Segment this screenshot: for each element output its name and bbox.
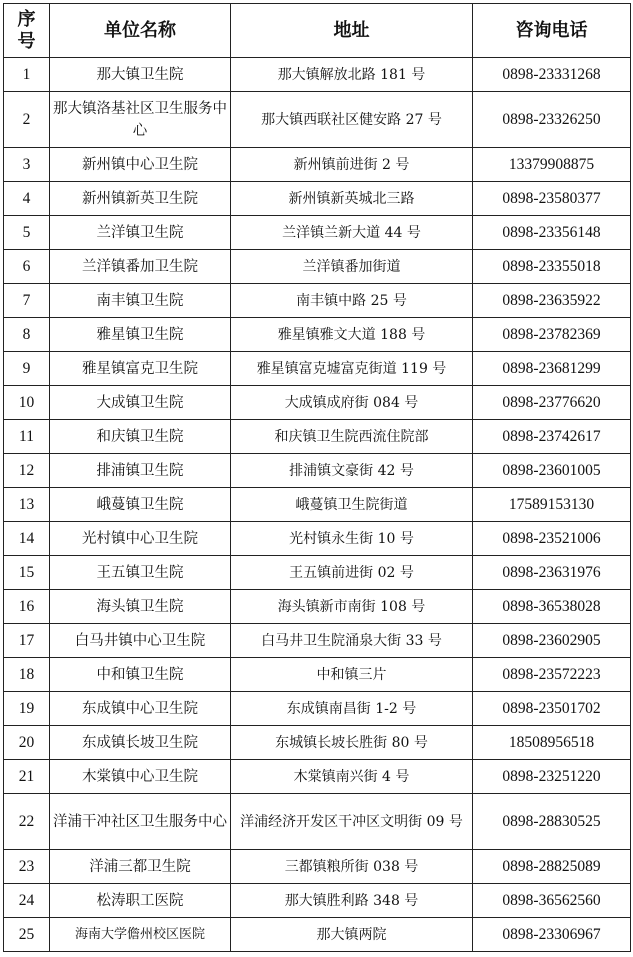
table-row: [4, 420, 631, 454]
cell-phone: 0898-23681299: [473, 352, 631, 386]
cell-name: 松涛职工医院: [50, 884, 231, 918]
cell-name: 兰洋镇卫生院: [50, 216, 231, 250]
table-row: [4, 250, 631, 284]
cell-phone: 0898-23306967: [473, 918, 631, 952]
cell-address: 那大镇解放北路 181 号: [231, 58, 473, 92]
cell-phone: 0898-28825089: [473, 850, 631, 884]
cell-phone: 0898-23356148: [473, 216, 631, 250]
table-row: [4, 318, 631, 352]
cell-address: 峨蔓镇卫生院街道: [231, 488, 473, 522]
cell-address: 兰洋镇兰新大道 44 号: [231, 216, 473, 250]
header-phone: 咨询电话: [473, 4, 631, 58]
cell-address: 三都镇粮所街 038 号: [231, 850, 473, 884]
table-row: [4, 726, 631, 760]
cell-phone: 0898-23782369: [473, 318, 631, 352]
header-address: 地址: [231, 4, 473, 58]
cell-index: 6: [4, 250, 50, 284]
cell-index: 14: [4, 522, 50, 556]
cell-address: 和庆镇卫生院西流住院部: [231, 420, 473, 454]
cell-name: 中和镇卫生院: [50, 658, 231, 692]
cell-index: 2: [4, 92, 50, 148]
table-row: [4, 58, 631, 92]
cell-index: 19: [4, 692, 50, 726]
cell-phone: 0898-23631976: [473, 556, 631, 590]
table-row: [4, 918, 631, 952]
cell-phone: 0898-28830525: [473, 794, 631, 850]
table-row: [4, 216, 631, 250]
cell-index: 9: [4, 352, 50, 386]
cell-name: 洋浦干冲社区卫生服务中心: [50, 794, 231, 850]
cell-index: 4: [4, 182, 50, 216]
cell-phone: 0898-23326250: [473, 92, 631, 148]
cell-index: 8: [4, 318, 50, 352]
cell-name: 南丰镇卫生院: [50, 284, 231, 318]
header-index-line2: 号: [17, 30, 36, 52]
header-index-line1: 序: [17, 8, 36, 30]
table-row: [4, 488, 631, 522]
cell-index: 24: [4, 884, 50, 918]
cell-phone: 0898-23742617: [473, 420, 631, 454]
cell-phone: 0898-23776620: [473, 386, 631, 420]
cell-index: 5: [4, 216, 50, 250]
cell-address: 南丰镇中路 25 号: [231, 284, 473, 318]
table-row: [4, 556, 631, 590]
cell-index: 13: [4, 488, 50, 522]
cell-address: 光村镇永生街 10 号: [231, 522, 473, 556]
cell-name: 雅星镇卫生院: [50, 318, 231, 352]
cell-phone: 0898-23601005: [473, 454, 631, 488]
cell-address: 木棠镇南兴街 4 号: [231, 760, 473, 794]
cell-phone: 0898-36538028: [473, 590, 631, 624]
cell-address: 大成镇成府街 084 号: [231, 386, 473, 420]
table-row: [4, 794, 631, 850]
cell-phone: 18508956518: [473, 726, 631, 760]
cell-name: 新州镇中心卫生院: [50, 148, 231, 182]
cell-address: 那大镇西联社区健安路 27 号: [231, 92, 473, 148]
cell-name: 海南大学儋州校区医院: [50, 918, 231, 952]
cell-phone: 0898-23580377: [473, 182, 631, 216]
table-row: [4, 182, 631, 216]
cell-name: 海头镇卫生院: [50, 590, 231, 624]
table-header-row: [4, 4, 631, 58]
cell-index: 20: [4, 726, 50, 760]
cell-phone: 17589153130: [473, 488, 631, 522]
cell-name: 东成镇中心卫生院: [50, 692, 231, 726]
cell-phone: 0898-23355018: [473, 250, 631, 284]
cell-index: 3: [4, 148, 50, 182]
cell-name: 洋浦三都卫生院: [50, 850, 231, 884]
cell-address: 东城镇长坡长胜街 80 号: [231, 726, 473, 760]
table-row: [4, 692, 631, 726]
cell-name: 东成镇长坡卫生院: [50, 726, 231, 760]
header-name: 单位名称: [50, 4, 231, 58]
cell-name: 光村镇中心卫生院: [50, 522, 231, 556]
cell-index: 11: [4, 420, 50, 454]
cell-address: 雅星镇雅文大道 188 号: [231, 318, 473, 352]
table-row: [4, 352, 631, 386]
cell-address: 那大镇胜利路 348 号: [231, 884, 473, 918]
cell-index: 18: [4, 658, 50, 692]
table-row: [4, 92, 631, 148]
cell-name: 和庆镇卫生院: [50, 420, 231, 454]
cell-address: 新州镇前进街 2 号: [231, 148, 473, 182]
cell-phone: 0898-23635922: [473, 284, 631, 318]
cell-address: 洋浦经济开发区干冲区文明街 09 号: [231, 794, 473, 850]
cell-address: 兰洋镇番加街道: [231, 250, 473, 284]
table-row: [4, 386, 631, 420]
table-row: [4, 148, 631, 182]
cell-index: 25: [4, 918, 50, 952]
cell-address: 王五镇前进街 02 号: [231, 556, 473, 590]
cell-index: 17: [4, 624, 50, 658]
cell-phone: 13379908875: [473, 148, 631, 182]
cell-name: 排浦镇卫生院: [50, 454, 231, 488]
cell-name: 白马井镇中心卫生院: [50, 624, 231, 658]
cell-address: 白马井卫生院涌泉大街 33 号: [231, 624, 473, 658]
cell-address: 雅星镇富克墟富克街道 119 号: [231, 352, 473, 386]
cell-name: 大成镇卫生院: [50, 386, 231, 420]
cell-index: 16: [4, 590, 50, 624]
table-row: [4, 884, 631, 918]
table-row: [4, 590, 631, 624]
cell-name: 新州镇新英卫生院: [50, 182, 231, 216]
cell-address: 排浦镇文豪街 42 号: [231, 454, 473, 488]
cell-name: 兰洋镇番加卫生院: [50, 250, 231, 284]
table-row: [4, 522, 631, 556]
cell-name: 那大镇洛基社区卫生服务中心: [50, 92, 231, 148]
table-body: [4, 58, 631, 952]
cell-index: 23: [4, 850, 50, 884]
cell-name: 雅星镇富克卫生院: [50, 352, 231, 386]
cell-index: 12: [4, 454, 50, 488]
cell-phone: 0898-36562560: [473, 884, 631, 918]
cell-phone: 0898-23602905: [473, 624, 631, 658]
cell-name: 峨蔓镇卫生院: [50, 488, 231, 522]
cell-phone: 0898-23501702: [473, 692, 631, 726]
cell-address: 新州镇新英城北三路: [231, 182, 473, 216]
cell-phone: 0898-23572223: [473, 658, 631, 692]
cell-phone: 0898-23521006: [473, 522, 631, 556]
table-row: [4, 624, 631, 658]
cell-address: 东成镇南昌街 1-2 号: [231, 692, 473, 726]
table-row: [4, 850, 631, 884]
table-row: [4, 284, 631, 318]
header-index: [4, 4, 50, 58]
cell-address: 海头镇新市南街 108 号: [231, 590, 473, 624]
cell-index: 21: [4, 760, 50, 794]
table-row: [4, 760, 631, 794]
cell-index: 7: [4, 284, 50, 318]
cell-index: 10: [4, 386, 50, 420]
table-row: [4, 658, 631, 692]
cell-address: 中和镇三片: [231, 658, 473, 692]
cell-name: 那大镇卫生院: [50, 58, 231, 92]
cell-address: 那大镇两院: [231, 918, 473, 952]
cell-name: 王五镇卫生院: [50, 556, 231, 590]
cell-index: 22: [4, 794, 50, 850]
cell-name: 木棠镇中心卫生院: [50, 760, 231, 794]
cell-index: 15: [4, 556, 50, 590]
table-row: [4, 454, 631, 488]
cell-phone: 0898-23251220: [473, 760, 631, 794]
clinic-list-document: [3, 3, 631, 952]
clinic-table: [3, 3, 631, 952]
cell-index: 1: [4, 58, 50, 92]
cell-phone: 0898-23331268: [473, 58, 631, 92]
